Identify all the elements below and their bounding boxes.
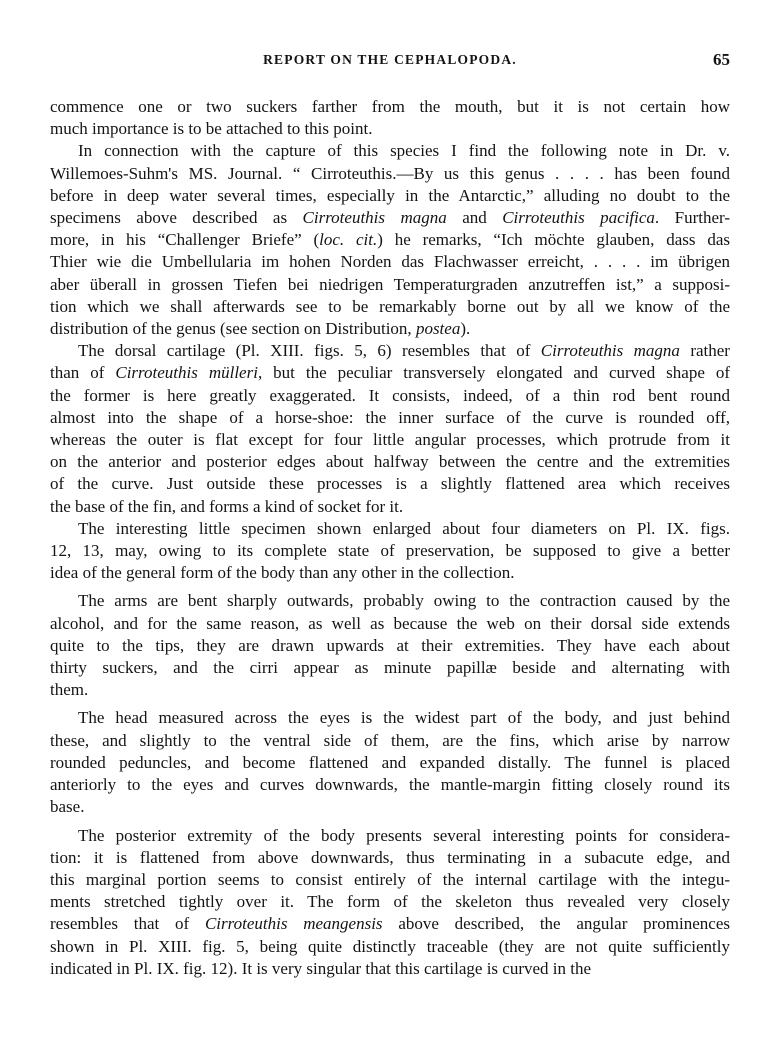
page-header: [50, 52, 730, 72]
text-line: The dorsal cartilage (Pl. XIII. figs. 5, 6) resembles that of Cirroteuthis magna rather: [78, 341, 730, 361]
text-line: idea of the general form of the body than any other in the collection.: [50, 563, 515, 583]
text-line: The interesting little specimen shown enlarged about four diameters on Pl. IX. figs.: [78, 518, 730, 538]
text-line: them.: [50, 680, 89, 700]
text-line: ments stretched tightly over it. The form of the skeleton thus revealed very closely: [50, 892, 730, 912]
text-line: much importance is to be attached to this point.: [50, 119, 373, 139]
text-line: Thier wie die Umbellularia im hohen Norden das Flachwasser erreicht, . . . . im übrigen: [50, 252, 730, 272]
text-line: The arms are bent sharply outwards, probably owing to the contraction caused by the: [78, 591, 730, 611]
text-line: distribution of the genus (see section on Distribution, postea).: [50, 319, 471, 339]
paragraph-4: [50, 518, 730, 585]
text-line: specimens above described as Cirroteuthis magna and Cirroteuthis pacifica. Further-: [50, 208, 730, 228]
text-line: tion: it is flattened from above downwards, thus terminating in a subacute edge, and: [50, 847, 730, 867]
text-line: 12, 13, may, owing to its complete state of preservation, be supposed to give a better: [50, 541, 730, 561]
text-line: these, and slightly to the ventral side of them, are the fins, which arise by narrow: [50, 730, 730, 750]
text-line: quite to the tips, they are drawn upwards at their extremities. They have each about: [50, 635, 730, 655]
text-line: The posterior extremity of the body presents several interesting points for considera-: [78, 825, 730, 845]
text-line: almost into the shape of a horse-shoe: the inner surface of the curve is rounded off,: [50, 407, 730, 427]
text-line: The head measured across the eyes is the widest part of the body, and just behind: [78, 708, 730, 728]
text-line: shown in Pl. XIII. fig. 5, being quite distinctly traceable (they are not quite sufficiently: [50, 936, 730, 956]
text-line: this marginal portion seems to consist entirely of the internal cartilage with the integu-: [50, 869, 730, 889]
text-line: In connection with the capture of this species I find the following note in Dr. v.: [78, 141, 730, 161]
text-line: base.: [50, 797, 85, 817]
text-line: the base of the fin, and forms a kind of socket for it.: [50, 496, 404, 516]
text-line: tion which we shall afterwards see to be remarkably borne out by all we know of the: [50, 296, 730, 316]
text-line: thirty suckers, and the cirri appear as minute papillæ beside and alternating with: [50, 658, 730, 678]
text-line: of the curve. Just outside these processes is a slightly flattened area which receives: [50, 474, 730, 494]
text-line: whereas the outer is flat except for four little angular processes, which protrude from it: [50, 430, 730, 450]
text-line: rounded peduncles, and become flattened and expanded distally. The funnel is placed: [50, 752, 730, 772]
paragraph-1: [50, 96, 730, 140]
text-line: aber überall in grossen Tiefen bei niedrigen Temperaturgraden anzutreffen ist,” a supposi-: [50, 274, 730, 294]
text-line: Willemoes-Suhm's MS. Journal. “ Cirroteuthis.—By us this genus . . . . has been found: [50, 163, 730, 183]
text-line: commence one or two suckers farther from the mouth, but it is not certain how: [50, 97, 730, 116]
text-line: more, in his “Challenger Briefe” (loc. cit.) he remarks, “Ich möchte glauben, dass das: [50, 230, 730, 250]
paragraph-5: [50, 590, 730, 701]
text-line: before in deep water several times, especially in the Antarctic,” alluding no doubt to the: [50, 185, 730, 205]
text-line: anteriorly to the eyes and curves downwards, the mantle-margin fitting closely round its: [50, 775, 730, 795]
text-line: on the anterior and posterior edges about halfway between the centre and the extremities: [50, 452, 730, 472]
text-line: indicated in Pl. IX. fig. 12). It is very singular that this cartilage is curved in the: [50, 958, 592, 978]
text-line: the former is here greatly exaggerated. It consists, indeed, of a thin rod bent round: [50, 385, 730, 405]
body-text: [50, 96, 730, 980]
paragraph-2: [50, 140, 730, 340]
paragraph-6: [50, 707, 730, 818]
text-line: alcohol, and for the same reason, as well as because the web on their dorsal side extends: [50, 613, 730, 633]
page-number: 65: [713, 50, 730, 69]
text-line: than of Cirroteuthis mülleri, but the peculiar transversely elongated and curved shape of: [50, 363, 730, 383]
running-head: REPORT ON THE CEPHALOPODA.: [263, 52, 517, 67]
paragraph-7: [50, 825, 730, 980]
text-line: resembles that of Cirroteuthis meangensis above described, the angular prominences: [50, 914, 730, 934]
paragraph-3: [50, 340, 730, 518]
